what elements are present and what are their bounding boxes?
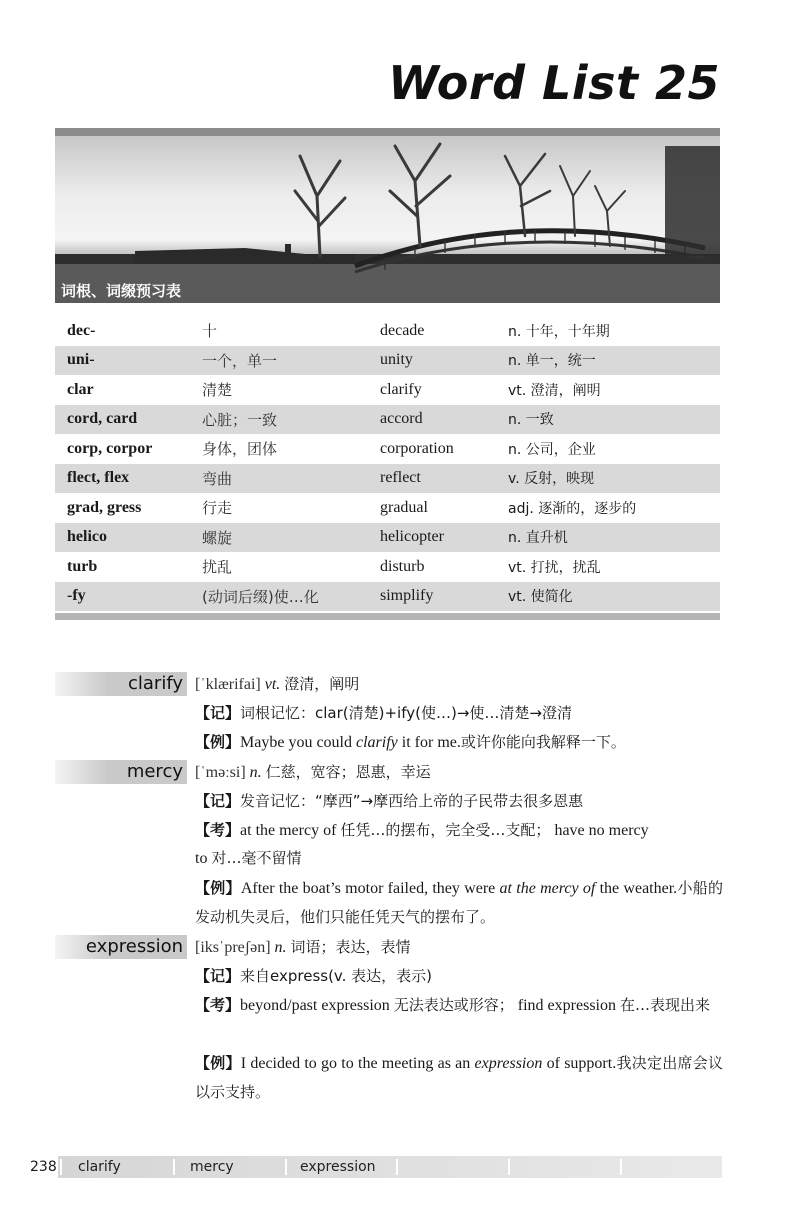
- table-bottom-bar: [55, 613, 720, 620]
- root-meaning-cell: 一个，单一: [190, 346, 368, 376]
- headword-mercy: mercy: [55, 760, 187, 784]
- example-definition-cell: vt. 打扰，扰乱: [508, 559, 601, 576]
- roots-table-row: [55, 316, 720, 346]
- roots-table-row: [55, 405, 720, 435]
- footer-word-mercy: mercy: [190, 1159, 234, 1175]
- roots-table-row: [55, 552, 720, 582]
- root-meaning-cell: (动词后缀)使…化: [190, 582, 368, 612]
- headword-expression: expression: [55, 935, 187, 959]
- memory-tag: 【记】: [195, 792, 241, 810]
- mercy-exam-line-1: [195, 816, 723, 845]
- clarify-definition-line: [195, 670, 723, 699]
- exam-phrase-1: at the mercy of: [240, 822, 337, 839]
- example-en-2: it for me.: [397, 734, 461, 751]
- root-meaning-cell: 扰乱: [202, 558, 233, 577]
- example-italic: expression: [474, 1055, 543, 1072]
- example-definition-cell: vt. 澄清，阐明: [508, 382, 601, 399]
- phonetic: [iksˈpreʃən]: [195, 939, 271, 956]
- mercy-exam-line-2: [195, 844, 723, 873]
- footer-divider: [173, 1159, 175, 1175]
- banner-label: 词根、词缀预习表: [55, 279, 720, 303]
- root-cell: dec-: [67, 321, 96, 339]
- example-zh: 我决定出席会议以示支持。: [195, 1054, 723, 1101]
- landscape-illustration: [55, 136, 720, 303]
- example-zh: 或许你能向我解释一下。: [460, 733, 626, 751]
- example-definition-cell: adj. 逐渐的，逐步的: [508, 500, 637, 517]
- example-word-cell: helicopter: [368, 523, 496, 553]
- footer-word-clarify: clarify: [78, 1159, 121, 1175]
- root-meaning-cell: 螺旋: [190, 523, 368, 553]
- example-tag: 【例】: [195, 733, 241, 751]
- roots-affixes-table: [55, 316, 720, 611]
- exam-phrase-2-zh: 对…毫不留情: [211, 849, 302, 867]
- footer-divider: [508, 1159, 510, 1175]
- exam-phrase-1-zh: 无法表达或形容；: [393, 996, 514, 1014]
- exam-phrase-1: beyond/past expression: [240, 997, 390, 1014]
- expression-example: [195, 1049, 723, 1107]
- example-word-cell: gradual: [380, 498, 428, 516]
- roots-table-row: [55, 493, 720, 523]
- banner-photo: [55, 128, 720, 303]
- meaning: 词语；表达，表情: [290, 938, 411, 956]
- root-meaning-cell: 弯曲: [190, 464, 368, 494]
- expression-exam: [195, 991, 723, 1020]
- root-meaning-cell: 行走: [202, 499, 233, 518]
- page-title: Word List 25: [388, 56, 720, 110]
- meaning: 澄清，阐明: [284, 675, 360, 693]
- example-definition-cell: n. 直升机: [496, 523, 720, 553]
- root-cell: corp, corpor: [67, 439, 153, 457]
- exam-tag: 【考】: [195, 996, 241, 1014]
- example-definition-cell: n. 单一，统一: [496, 346, 720, 376]
- example-word-cell: simplify: [368, 582, 496, 612]
- mercy-example: [195, 874, 723, 932]
- meaning: 仁慈，宽容；恩惠，幸运: [265, 763, 431, 781]
- footer-word-expression: expression: [300, 1159, 376, 1175]
- page-footer: [30, 1156, 722, 1178]
- root-meaning-cell: 心脏；一致: [190, 405, 368, 435]
- part-of-speech: vt.: [264, 676, 281, 693]
- root-cell: clar: [67, 380, 94, 398]
- clarify-example-line: [195, 728, 723, 757]
- example-en-1: I decided to go to the meeting as an: [240, 1055, 475, 1072]
- example-definition-cell: vt. 使简化: [496, 582, 720, 612]
- exam-phrase-2: find expression: [517, 997, 616, 1014]
- part-of-speech: n.: [249, 764, 262, 781]
- footer-word-bar: [58, 1156, 722, 1178]
- roots-table-row: [55, 582, 720, 612]
- memory-tag: 【记】: [195, 967, 241, 985]
- mercy-memory-line: [195, 787, 723, 816]
- example-italic: clarify: [356, 734, 398, 751]
- exam-phrase-1-zh: 任凭…的摆布，完全受…支配；: [340, 821, 551, 839]
- root-cell: turb: [67, 557, 98, 575]
- footer-divider: [396, 1159, 398, 1175]
- memory-text: 发音记忆：“摩西”→摩西给上帝的子民带去很多恩惠: [240, 792, 584, 810]
- footer-divider: [285, 1159, 287, 1175]
- root-cell: flect, flex: [55, 464, 190, 494]
- roots-table-row: [55, 523, 720, 553]
- example-word-cell: decade: [380, 321, 425, 339]
- roots-table-row: [55, 464, 720, 494]
- example-tag: 【例】: [195, 879, 241, 897]
- roots-table-row: [55, 346, 720, 376]
- example-word-cell: corporation: [380, 439, 454, 457]
- headword-clarify: clarify: [55, 672, 187, 696]
- example-en-2: the weather.: [595, 880, 678, 897]
- example-definition-cell: n. 公司，企业: [508, 441, 596, 458]
- example-definition-cell: v. 反射，映现: [496, 464, 720, 494]
- phonetic: [ˈməːsi]: [195, 764, 246, 781]
- example-zh: 小船的发动机失灵后，他们只能任凭天气的摆布了。: [195, 879, 723, 926]
- example-en-2: of support.: [542, 1055, 617, 1072]
- example-en-1: After the boat’s motor failed, they were: [240, 880, 500, 897]
- footer-divider: [60, 1159, 62, 1175]
- roots-table-row: [55, 375, 720, 405]
- root-cell: uni-: [55, 346, 190, 376]
- footer-divider: [620, 1159, 622, 1175]
- expression-memory-line: [195, 962, 723, 991]
- example-italic: at the mercy of: [499, 880, 596, 897]
- page-number: 238: [30, 1159, 57, 1175]
- example-word-cell: disturb: [380, 557, 425, 575]
- root-cell: -fy: [55, 582, 190, 612]
- memory-text: 词根记忆：clar(清楚)+ify(使…)→使…清楚→澄清: [240, 704, 572, 722]
- root-cell: grad, gress: [67, 498, 142, 516]
- example-word-cell: unity: [368, 346, 496, 376]
- memory-text: 来自express(v. 表达，表示): [240, 967, 433, 985]
- example-word-cell: clarify: [380, 380, 422, 398]
- example-word-cell: accord: [368, 405, 496, 435]
- clarify-memory-line: [195, 699, 723, 728]
- root-cell: helico: [55, 523, 190, 553]
- example-tag: 【例】: [195, 1054, 241, 1072]
- mercy-definition-line: [195, 758, 723, 787]
- root-meaning-cell: 身体，团体: [202, 440, 278, 459]
- example-word-cell: reflect: [368, 464, 496, 494]
- memory-tag: 【记】: [195, 704, 241, 722]
- exam-tag: 【考】: [195, 821, 241, 839]
- example-definition-cell: n. 一致: [496, 405, 720, 435]
- exam-phrase-2: have no mercy: [554, 822, 649, 839]
- example-definition-cell: n. 十年，十年期: [508, 323, 610, 340]
- part-of-speech: n.: [274, 939, 287, 956]
- phonetic: [ˈklærifai]: [195, 676, 261, 693]
- roots-table-row: [55, 434, 720, 464]
- expression-definition-line: [195, 933, 723, 962]
- example-en-1: Maybe you could: [240, 734, 356, 751]
- root-cell: cord, card: [55, 405, 190, 435]
- root-meaning-cell: 清楚: [202, 381, 233, 400]
- exam-phrase-2-tail: to: [195, 850, 208, 867]
- exam-phrase-2-zh: 在…表现出来: [619, 996, 710, 1014]
- root-meaning-cell: 十: [202, 322, 218, 341]
